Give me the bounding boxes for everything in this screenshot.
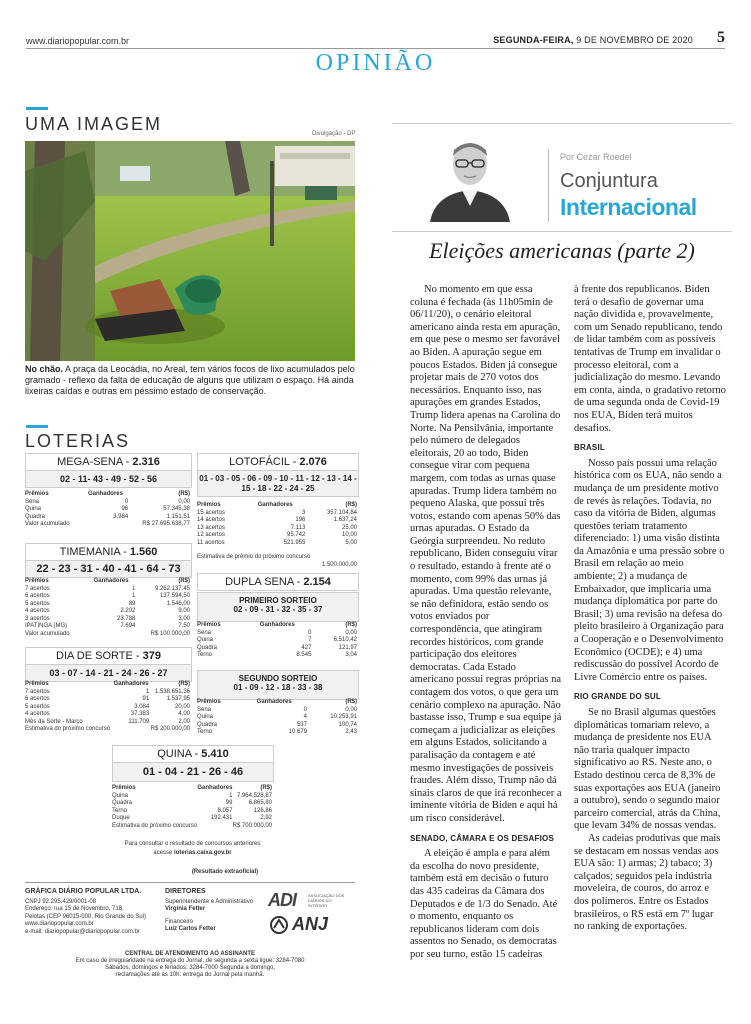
table-cell: 7.113 [290, 524, 306, 531]
caption-lead: No chão. [25, 364, 64, 374]
table-header: (R$) [178, 681, 190, 687]
table-cell: 5 acertos [25, 600, 50, 607]
table-cell: 7 acertos [25, 688, 50, 695]
drawn-numbers-line1: 01 - 03 - 05 - 06 - 09 - 10 - 11 - 12 - 13 - 14 - [199, 474, 357, 483]
table-cell: 3.984 [113, 513, 129, 520]
table-header: (R$) [345, 502, 357, 508]
table-cell: 192.431 [210, 815, 233, 821]
table-row [25, 689, 190, 697]
second-draw-table [197, 699, 357, 737]
table-header: Prêmios [112, 785, 136, 791]
table-row [197, 645, 357, 653]
table-cell: 0,00 [345, 706, 357, 713]
table-cell: 357.104,84 [326, 509, 357, 516]
table-cell: Quina [25, 506, 42, 512]
article-column-left [410, 284, 562, 961]
table-cell: Quadra [197, 644, 218, 651]
weekday: SEGUNDA-FEIRA, [493, 35, 574, 45]
table-cell: Terno [112, 807, 128, 814]
table-header: Prêmios [197, 502, 221, 508]
table-cell: 2.202 [120, 608, 136, 614]
table-cell: Valor acumulado [25, 521, 70, 527]
table-cell: R$ 27.695.638,77 [142, 521, 190, 527]
loterias-title: LOTERIAS [25, 431, 131, 451]
table-cell: 7.964.528,87 [236, 792, 272, 799]
drawn-numbers: 22 - 23 - 31 - 40 - 41 - 64 - 73 [36, 563, 181, 575]
central-title: CENTRAL DE ATENDIMENTO AO ASSINANTE [124, 951, 255, 957]
anj-emblem-icon [270, 916, 288, 934]
table-cell: 95.742 [287, 532, 306, 538]
table-cell: 6.510,42 [333, 637, 357, 643]
table-cell: 25,00 [341, 524, 357, 531]
table-header: Prêmios [25, 491, 49, 497]
senado-paragraph: A eleição é ampla e para além da escolha do novo presidente, também está em decisão o futuro das 435 cadeiras da Câmara dos Deputados e de 1/3 do Senado. Até o momento, enquanto os republicanos lideram com dois assentos no Senado, os democratas por seu turno, estão 15 cadeiras [410, 848, 558, 960]
table-header: (R$) [345, 622, 357, 628]
first-draw-table [197, 622, 357, 660]
table-cell: 91 [142, 696, 150, 702]
lotofacil-box [197, 453, 359, 497]
article-paragraph: No momento em que essa coluna é fechada (às 11h05min de 06/11/20), o cenário eleitoral americano ainda resta em apuração, em que pese o mesmo ser favorável ao Biden. A apuração segue em poucos Estados. Biden já consegue projetar mais de 270 votos dos necessários. Enquanto isso, nas apurações em grandes Estados, Trump lidera apenas na Carolina do Norte. Na Pensilvânia, importante pelo número de delegados eleitorais, 20 ao todo, Biden consegue virar com pequena margem, com todas as urnas quase apuradas. Trump lidera também no pequeno Alaska, que possui três votos, estando com apenas 50% das urnas apuradas. O Estado da Geórgia surpreendeu. No reduto republicano, Biden conseguiu virar o resultado, estando à frente até o momento, com 99% das urnas já apuradas. Uma questão relevante, se não definidora, estão sendo os votos enviados por correspondência, que atingiram recordes históricos, com grande participação dos eleitores democratas. Cada Estado americano possui regras próprias na contagem dos votos, o que gera um cenário complexo na apuração. Não bastasse isso, Trump e sua equipe já começam a judicializar as eleições em alguns Estados, solicitando a paralisação da contagem e até mesmo investigações de possíveis fraudes. Além disso, Trump não dá sinais claros de que irá reconhecer a iminente vitória de Biden e aqui há um risco considerável. [410, 284, 562, 824]
table-row [25, 499, 190, 507]
lottery-name [113, 746, 273, 763]
lottery-number: 5.410 [201, 748, 229, 760]
table-row [25, 521, 190, 529]
table-cell: 15 acertos [197, 509, 226, 516]
edition-date [493, 35, 693, 45]
section-title: OPINIÃO [315, 50, 436, 76]
table-cell: 9,00 [178, 608, 190, 614]
table-cell: 537 [296, 721, 307, 728]
table-cell: 121,97 [338, 644, 357, 651]
lottery-number: 2.154 [303, 576, 331, 588]
table-cell: R$ 700.000,00 [232, 822, 272, 829]
table-cell: 9.262.137,45 [154, 585, 190, 592]
table-cell: Estimativa do próximo concurso [112, 822, 198, 829]
photo-caption [25, 364, 355, 397]
column-top-rule [392, 123, 732, 124]
table-cell: 20,00 [174, 703, 190, 710]
dia-de-sorte-table [25, 681, 190, 734]
table-cell [87, 631, 136, 639]
director2-name: Luiz Carlos Fetter [165, 926, 216, 932]
table-cell: Estimativa do próximo concurso [25, 726, 111, 732]
email[interactable]: e-mail: diariopopular@diariopopular.com.br [25, 928, 140, 935]
table-row [112, 815, 272, 823]
table-cell: 12 acertos [197, 532, 226, 538]
table-cell: 37.383 [130, 711, 150, 717]
table-cell: Terno [197, 729, 213, 735]
accent-bar [26, 425, 48, 428]
table-cell: Sena [197, 706, 212, 713]
table-row [197, 630, 357, 638]
table-cell: 7 [308, 637, 312, 643]
timemania-table [25, 578, 190, 638]
table-cell: 427 [301, 644, 312, 651]
table-cell: Quina [197, 714, 214, 720]
drawn-numbers: 03 - 07 - 14 - 21 - 24 - 26 - 27 [49, 668, 168, 678]
table-cell: 0 [308, 629, 312, 636]
table-row [25, 514, 190, 522]
lottery-name [198, 454, 358, 471]
table-row [197, 637, 357, 645]
table-cell: IPATINGA (MG) [25, 623, 68, 629]
header-rule [26, 48, 725, 49]
table-cell: 1.538.651,36 [154, 688, 190, 695]
table-row [112, 823, 272, 831]
table-row [25, 726, 190, 734]
lottery-number: 379 [142, 650, 161, 662]
table-cell: 1.537,95 [166, 696, 190, 702]
table-cell: 57.345,38 [163, 506, 190, 512]
table-cell: 8.545 [296, 652, 312, 658]
table-row [25, 704, 190, 712]
address-2: Pelotas (CEP 96015-000, Rio Grande do Sul) [25, 913, 146, 920]
table-cell: 99 [225, 800, 233, 806]
table-row [25, 711, 190, 719]
table-cell: 10.679 [288, 729, 307, 735]
footer-rule [25, 882, 355, 883]
table-row [197, 540, 357, 548]
column-title-line2: Internacional [560, 194, 697, 220]
lottery-label: LOTOFÁCIL - [229, 456, 300, 468]
unofficial-note [170, 868, 280, 877]
table-row [25, 623, 190, 631]
table-cell: R$ 200.000,00 [150, 726, 190, 732]
central-line2: Sábados, domingos e feriados: 3284-7000 Segunda a domingo, [104, 965, 276, 971]
table-row [25, 696, 190, 704]
adi-logo [268, 890, 350, 912]
table-cell: Quadra [25, 513, 46, 520]
table-cell: 10,00 [341, 532, 357, 538]
lottery-label: DIA DE SORTE - [56, 650, 143, 662]
table-cell: Quina [112, 792, 129, 799]
table-cell: 521.955 [283, 539, 306, 546]
drawn-numbers-line2: 15 - 18 - 22 - 24 - 25 [241, 484, 315, 493]
table-cell: 196 [295, 517, 306, 523]
consult-note [60, 840, 325, 858]
article-headline: Eleições americanas (parte 2) [429, 238, 695, 263]
table-cell: 2,92 [260, 815, 272, 821]
table-cell: 1 [145, 688, 150, 695]
author-photo [420, 132, 520, 222]
table-header: (R$) [178, 578, 190, 584]
consult-link[interactable]: loterias.caixa.gov.br [174, 850, 232, 856]
table-cell: 2,43 [345, 729, 357, 735]
anj-logo-text: ANJ [292, 914, 329, 934]
column-divider [548, 150, 549, 222]
table-row [25, 719, 190, 727]
first-draw-numbers: 02 - 09 - 31 - 32 - 35 - 37 [233, 605, 323, 614]
table-row [197, 517, 357, 525]
table-cell: 5,00 [345, 539, 357, 546]
table-header: (R$) [260, 785, 272, 791]
director2-role: Financeiro [165, 918, 194, 925]
central-line1: Em caso de irregularidade na entrega do Jornal, de segunda a sexta ligue: 3284-7080 [75, 958, 305, 964]
table-cell: 14 acertos [197, 517, 226, 523]
rs-paragraph: Se no Brasil algumas questões diplomáticas tomariam relevo, a mudança de presidente nos EUA não traria qualquer impacto significativo ao RS. Neste ano, o Estado destinou cerca de 8,3% de suas exportações aos EUA (janeiro a outubro), sendo o segundo maior parceiro comercial, atrás da China, que levam 34% de nossas vendas. [574, 707, 721, 832]
mega-sena-table [25, 491, 190, 529]
table-header: Prêmios [197, 699, 221, 705]
central-line3: reclamações até às 10h: entrega do Jornal pela manhã. [115, 972, 265, 978]
table-cell: 0,00 [345, 629, 357, 636]
table-cell: 7,50 [178, 623, 190, 629]
uma-imagem-title: UMA IMAGEM [25, 114, 163, 134]
cnpj: CNPJ 92.295.429/0001-08 [25, 898, 97, 905]
table-cell: 1 [132, 593, 136, 599]
accent-bar [26, 107, 48, 110]
page-number: 5 [717, 29, 725, 46]
lotofacil-table [197, 502, 357, 547]
table-cell: 7.694 [120, 623, 136, 629]
table-cell: 3,00 [178, 615, 190, 622]
table-cell: 111.709 [128, 718, 150, 725]
table-cell: 3,04 [345, 652, 357, 658]
table-cell: 4 acertos [25, 608, 50, 614]
table-cell: R$ 100.000,00 [150, 630, 190, 637]
table-cell: 4 acertos [25, 711, 50, 717]
table-cell: Sena [25, 498, 40, 505]
article-paragraph: à frente dos republicanos. Biden terá o desafio de governar uma nação dividida e, provavelmente, com um Senado republicano, tendo de lidar também com as possíveis tentativas de Trump em invalidar o processo eleitoral, com a judicialização do mesmo. Levando em conta, ainda, o gradativo retorno de uma segunda onda de Covid-19 nos EUA, Biden terá muitos desafios. [574, 284, 726, 434]
table-cell: 89 [128, 600, 136, 607]
table-header: Prêmios [197, 622, 221, 628]
table-row [197, 714, 357, 722]
senado-heading: SENADO, CÂMARA E OS DESAFIOS [410, 833, 554, 843]
table-cell [197, 823, 232, 831]
table-cell: 2,00 [178, 718, 190, 725]
table-cell: 6 acertos [25, 696, 50, 702]
first-draw-box [197, 592, 359, 622]
table-row [25, 608, 190, 616]
second-draw-box [197, 670, 359, 700]
mega-sena-box [25, 453, 192, 488]
lottery-label: TIMEMANIA - [59, 546, 130, 558]
table-cell: Valor acumulado [25, 630, 70, 637]
table-cell [113, 726, 149, 734]
table-header: Ganhadores [93, 578, 129, 584]
director1-name: Virgínia Fetter [165, 906, 206, 912]
table-header: Ganhadores [113, 681, 149, 687]
lottery-name [26, 648, 191, 665]
table-cell: 0 [124, 498, 129, 505]
photo-credit: Divulgação - DP [312, 131, 356, 137]
website[interactable]: www.diariopopular.com.br [25, 921, 94, 927]
table-row [197, 707, 357, 715]
table-header: Ganhadores [257, 502, 293, 508]
table-row [112, 793, 272, 801]
dia-de-sorte-box [25, 647, 192, 682]
table-row [25, 631, 190, 639]
table-header: Ganhadores [197, 785, 233, 791]
directors-title: DIRETORES [165, 888, 206, 895]
table-cell: 3.084 [134, 703, 150, 710]
timemania-box [25, 543, 192, 578]
park-photo [25, 141, 355, 361]
consult-link-line [60, 849, 325, 858]
table-row [197, 532, 357, 540]
anj-logo [268, 914, 350, 936]
table-cell: 96 [121, 506, 129, 512]
table-row [112, 808, 272, 816]
address-1: Endereço: rua 15 de Novembro, 718, [25, 906, 124, 912]
table-row [25, 601, 190, 609]
table-cell: Terno [197, 652, 213, 658]
table-cell: 100,74 [338, 721, 357, 728]
quina-box [112, 745, 274, 782]
table-cell: 4 [303, 714, 307, 720]
lottery-name [26, 544, 191, 561]
lottery-label: MEGA-SENA - [57, 456, 133, 468]
adi-logo-text: ADI [268, 890, 296, 910]
director1-role: Superintendente e Administrativo [165, 898, 254, 905]
table-cell: Mês da Sorte - Março [25, 718, 83, 725]
table-cell: 126,86 [253, 807, 272, 814]
dupla-sena-name [197, 573, 359, 591]
table-cell: 1.637,24 [333, 517, 357, 523]
unofficial-label: (Resultado extraoficial) [191, 869, 259, 875]
table-cell: 1.151,51 [166, 513, 190, 520]
table-cell: 0,00 [178, 498, 190, 505]
table-row [25, 616, 190, 624]
table-cell: 3 [302, 509, 306, 516]
second-draw-numbers: 01 - 09 - 12 - 18 - 33 - 38 [233, 683, 323, 692]
table-header: (R$) [178, 491, 190, 497]
table-row [197, 729, 357, 737]
first-draw-title: PRIMEIRO SORTEIO [239, 596, 317, 605]
table-cell: Quadra [197, 721, 218, 728]
date: 9 DE NOVEMBRO DE 2020 [576, 35, 693, 45]
lottery-label: DUPLA SENA - [225, 576, 304, 588]
table-cell: 0 [303, 706, 307, 713]
table-header: Ganhadores [259, 622, 295, 628]
table-cell: 8.057 [217, 807, 233, 814]
table-cell: Duque [112, 815, 130, 821]
brasil-heading: BRASIL [574, 443, 605, 453]
column-title-line1: Conjuntura [560, 170, 658, 192]
adi-subtitle: ASSOCIAÇÃO DOS DIÁRIOS DO INTERIOR [308, 893, 345, 908]
consult-prefix: acesse [153, 850, 175, 856]
table-header: Prêmios [25, 578, 49, 584]
estimate-value: 1.500.000,00 [321, 561, 357, 568]
table-cell: 1.546,00 [166, 600, 190, 607]
lottery-number: 2.076 [299, 456, 327, 468]
rs-paragraph: As cadeias produtivas que mais se destacam em nossas vendas aos EUA são: 1) armas; 2) tabaco; 3) calçados; seguidos pela indústria moveleira, de couros, do arroz e dos polímeros. Entre os Estados brasileiros, o RS está em 7º lugar no ranking de exportações. [574, 832, 721, 933]
table-row [112, 800, 272, 808]
table-header: Prêmios [25, 681, 49, 687]
site-url: www.diariopopular.com.br [26, 36, 130, 46]
table-cell: Quadra [112, 800, 133, 806]
author-byline: Por Cezar Roedel [560, 152, 632, 162]
lottery-label: QUINA - [157, 748, 202, 760]
table-cell: 6.865,80 [248, 800, 272, 806]
table-cell: 10.253,91 [330, 714, 357, 720]
table-cell: 4,00 [178, 711, 190, 717]
table-cell [83, 521, 128, 529]
lottery-name [26, 454, 191, 471]
table-cell: 1 [132, 585, 136, 592]
table-cell: 11 acertos [197, 539, 225, 546]
article-column-right [574, 284, 726, 934]
table-cell: Quina [197, 637, 214, 643]
second-draw-title: SEGUNDO SORTEIO [238, 674, 318, 683]
table-cell: 3 acertos [25, 615, 50, 622]
table-row [197, 525, 357, 533]
rs-heading: RIO GRANDE DO SUL [574, 692, 661, 702]
drawn-numbers: 02 - 11- 43 - 49 - 52 - 56 [59, 474, 158, 484]
central-atendimento [25, 951, 355, 979]
table-header: Ganhadores [87, 491, 123, 497]
table-cell: 1 [229, 792, 233, 799]
table-cell: 5 acertos [25, 703, 50, 710]
table-cell: 7 acertos [25, 585, 50, 592]
table-cell: 13 acertos [197, 524, 226, 531]
table-cell: 6 acertos [25, 593, 50, 599]
table-header: (R$) [345, 699, 357, 705]
lottery-number: 1.560 [129, 546, 158, 558]
table-row [197, 722, 357, 730]
brasil-paragraph: Nosso país possui uma relação histórica com os EUA, não sendo a mudança de um presidente motivo de revés às relações. Todavia, no caso da vitória de Biden, algumas questões teriam tratamento diferenciado: 1) uma visão distinta da Amazônia e uma pressão sobre o Brasil em relação ao meio ambiente; 2) a mudança de Embaixador, que implicaria uma mudança diplomática por parte do Brasil; 3) uma revisão na defesa do pleito brasileiro à Organização para a Cooperação e o Desenvolvimento Econômico (OCDE); e 4) uma rediscussão do possível Acordo de Livre Comércio entre os países. [574, 457, 725, 683]
headline-rule [392, 231, 732, 232]
table-row [25, 586, 190, 594]
drawn-numbers: 01 - 04 - 21 - 26 - 46 [142, 766, 244, 778]
consult-line: Para consultar o resultado de concursos anteriores [124, 841, 261, 847]
table-cell: Sena [197, 629, 212, 636]
table-header: Ganhadores [256, 699, 292, 705]
table-cell: 23.788 [117, 615, 136, 622]
caption-text: A praça da Leocádia, no Areal, tem vários focos de lixo acumulados pelo gramado - reflexo da falta de educação de alguns que utilizam o espaço. Há ainda lixeiras caídas e outras em péssimo estado de conservação. [25, 364, 355, 396]
company-name: GRÁFICA DIÁRIO POPULAR LTDA. [25, 888, 142, 895]
table-row [25, 506, 190, 514]
estimate-label: Estimativa de prêmio do próximo concurso [197, 554, 311, 560]
table-row [25, 593, 190, 601]
table-row [197, 510, 357, 518]
lotofacil-estimate [197, 554, 357, 569]
table-cell: 137.594,50 [159, 593, 190, 599]
table-row [197, 652, 357, 660]
lottery-number: 2.316 [132, 456, 160, 468]
quina-table [112, 785, 272, 830]
